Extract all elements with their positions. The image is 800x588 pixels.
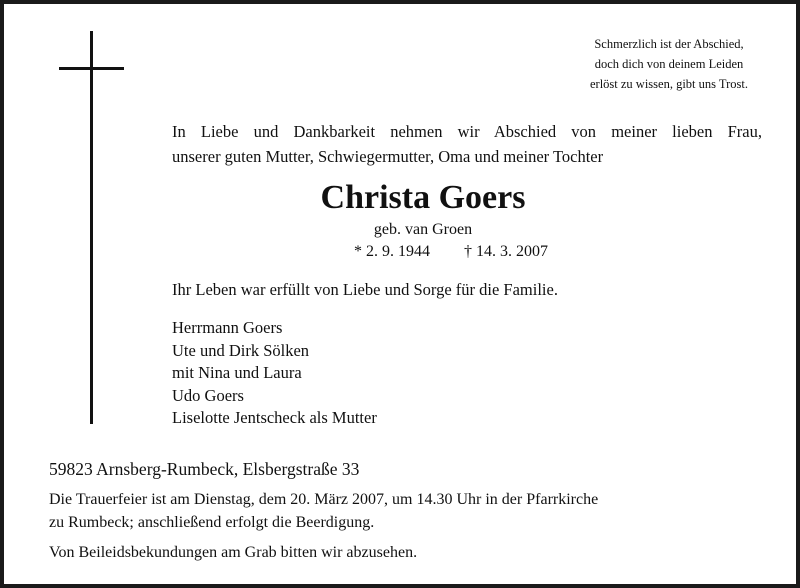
motto-line: erlöst zu wissen, gibt uns Trost. — [589, 77, 748, 91]
service-line: Die Trauerfeier ist am Dienstag, dem 20. März 2007, um 14.30 Uhr in der Pfarrkirche — [49, 491, 599, 508]
family-member: mit Nina und Laura — [172, 363, 302, 382]
motto-line: doch dich von deinem Leiden — [594, 57, 744, 71]
deceased-name: Christa Goers — [320, 179, 526, 216]
cross-icon — [90, 31, 93, 424]
life-statement: Ihr Leben war erfüllt von Liebe und Sorge für die Familie. — [172, 280, 558, 299]
birth-date: 2. 9. 1944 — [366, 243, 430, 260]
family-member: Udo Goers — [172, 385, 244, 405]
death-symbol-icon: † — [464, 243, 472, 260]
intro-text — [172, 119, 762, 169]
family-list — [172, 317, 377, 430]
condolence-note: Von Beileidsbekundungen am Grab bitten wir abzusehen. — [49, 544, 418, 561]
service-line: zu Rumbeck; anschließend erfolgt die Beerdigung. — [49, 514, 375, 531]
motto-line: Schmerzlich ist der Abschied, — [594, 37, 744, 51]
family-member: Ute und Dirk Sölken — [172, 340, 310, 360]
cross-icon-crossbar — [59, 67, 124, 70]
family-member: Liselotte Jentscheck als Mutter — [172, 408, 377, 427]
family-member: Herrmann Goers — [172, 318, 283, 337]
intro-line: In Liebe und Dankbarkeit nehmen wir Abschied von meiner lieben Frau, — [172, 122, 762, 141]
birth-symbol: * — [354, 243, 362, 260]
address: 59823 Arnsberg-Rumbeck, Elsbergstraße 33 — [49, 459, 360, 479]
life-dates — [354, 242, 548, 262]
funeral-service-info — [49, 488, 689, 534]
birth-name: geb. van Groen — [373, 221, 473, 238]
obituary-notice — [4, 4, 796, 584]
motto-quote — [564, 34, 774, 94]
intro-line: unserer guten Mutter, Schwiegermutter, Oma und meiner Tochter — [172, 147, 604, 166]
death-date: 14. 3. 2007 — [476, 243, 548, 260]
